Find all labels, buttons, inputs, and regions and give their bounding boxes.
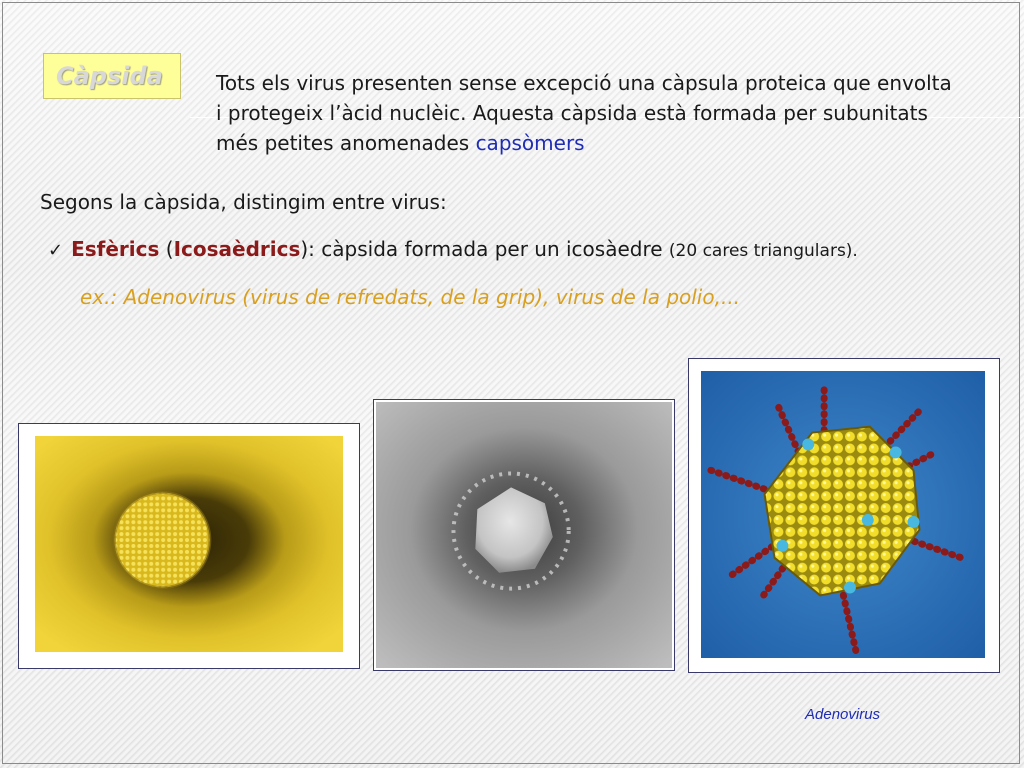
bullet-open: (	[159, 237, 174, 261]
slide-title: Càpsida	[43, 53, 181, 99]
term-spherical: Esfèrics	[71, 237, 160, 261]
intro-paragraph	[216, 68, 956, 158]
bullet-rest: ): càpsida formada per un icosàedre	[300, 237, 669, 261]
adenovirus-model	[688, 358, 1000, 673]
subhead: Segons la càpsida, distingim entre virus:	[40, 190, 447, 214]
adenovirus-model-image	[701, 371, 985, 658]
photo-caption: Adenovirus	[805, 706, 881, 723]
example-line: ex.: Adenovirus (virus de refredats, de la grip), virus de la polio,...	[80, 285, 741, 309]
bullet-note: (20 cares triangulars).	[668, 241, 858, 261]
micrograph-yellow	[18, 423, 360, 669]
term-icosahedral: Icosaèdrics	[173, 237, 301, 261]
micrograph-grey	[373, 399, 675, 671]
intro-highlight: capsòmers	[475, 131, 585, 155]
intro-text: Tots els virus presenten sense excepció una càpsula proteica que envolta i protegeix l’àcid nuclèic. Aquesta càpsida està formada per subunitats més petites anomenades	[216, 71, 952, 155]
bullet-spherical	[48, 237, 858, 261]
micrograph-yellow-image	[35, 436, 343, 652]
micrograph-grey-image	[376, 402, 672, 668]
check-icon: ✓	[48, 240, 64, 261]
